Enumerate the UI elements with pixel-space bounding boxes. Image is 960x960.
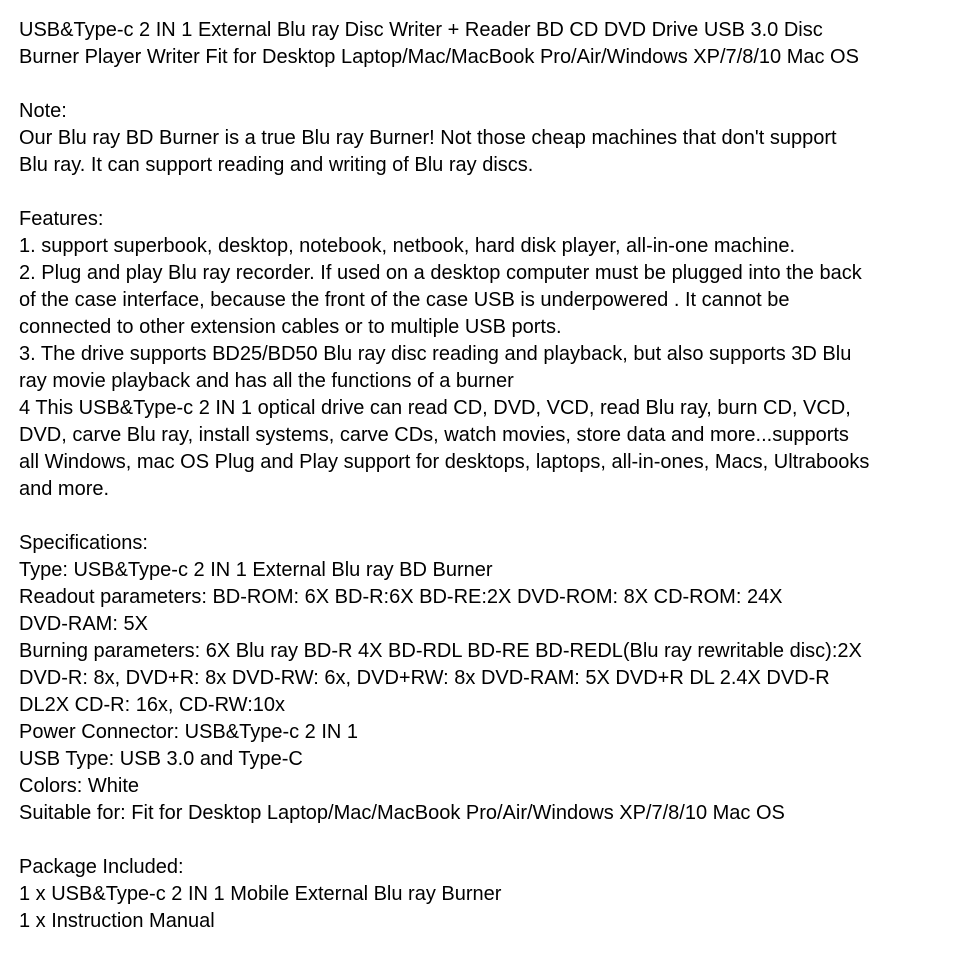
product-title (19, 17, 940, 71)
features-section (19, 206, 940, 503)
package-heading: Package Included: (19, 856, 184, 878)
package-line: 1 x USB&Type-c 2 IN 1 Mobile External Blu ray Burner (19, 883, 502, 905)
package-section (19, 854, 940, 935)
feature-line: 1. support superbook, desktop, notebook, netbook, hard disk player, all-in-one machine. (19, 235, 796, 257)
feature-line: all Windows, mac OS Plug and Play support for desktops, laptops, all-in-ones, Macs, Ultrabooks (19, 451, 870, 473)
note-line: Our Blu ray BD Burner is a true Blu ray Burner! Not those cheap machines that don't support (19, 127, 837, 149)
package-line: 1 x Instruction Manual (19, 910, 215, 932)
section-spacer (19, 827, 940, 854)
section-spacer (19, 71, 940, 98)
note-line: Blu ray. It can support reading and writing of Blu ray discs. (19, 154, 534, 176)
note-section (19, 98, 940, 179)
feature-line: 2. Plug and play Blu ray recorder. If used on a desktop computer must be plugged into the back (19, 262, 862, 284)
spec-line: Type: USB&Type-c 2 IN 1 External Blu ray BD Burner (19, 559, 493, 581)
spec-line: Power Connector: USB&Type-c 2 IN 1 (19, 721, 359, 743)
feature-line: and more. (19, 478, 110, 500)
spec-line: DL2X CD-R: 16x, CD-RW:10x (19, 694, 285, 716)
spec-line: Readout parameters: BD-ROM: 6X BD-R:6X BD-RE:2X DVD-ROM: 8X CD-ROM: 24X (19, 586, 783, 608)
spec-line: Burning parameters: 6X Blu ray BD-R 4X BD-RDL BD-RE BD-REDL(Blu ray rewritable disc):2X (19, 640, 862, 662)
section-spacer (19, 179, 940, 206)
feature-line: DVD, carve Blu ray, install systems, carve CDs, watch movies, store data and more...supports (19, 424, 849, 446)
feature-line: ray movie playback and has all the functions of a burner (19, 370, 514, 392)
title-line: Burner Player Writer Fit for Desktop Laptop/Mac/MacBook Pro/Air/Windows XP/7/8/10 Mac OS (19, 46, 859, 68)
feature-line: 3. The drive supports BD25/BD50 Blu ray disc reading and playback, but also supports 3D Blu (19, 343, 852, 365)
spec-line: Colors: White (19, 775, 140, 797)
section-spacer (19, 503, 940, 530)
features-heading: Features: (19, 208, 104, 230)
specifications-heading: Specifications: (19, 532, 148, 554)
feature-line: 4 This USB&Type-c 2 IN 1 optical drive can read CD, DVD, VCD, read Blu ray, burn CD, VCD, (19, 397, 851, 419)
specifications-section (19, 530, 940, 827)
title-line: USB&Type-c 2 IN 1 External Blu ray Disc Writer + Reader BD CD DVD Drive USB 3.0 Disc (19, 19, 823, 41)
note-heading: Note: (19, 100, 67, 122)
spec-line: DVD-RAM: 5X (19, 613, 148, 635)
feature-line: connected to other extension cables or to multiple USB ports. (19, 316, 562, 338)
spec-line: DVD-R: 8x, DVD+R: 8x DVD-RW: 6x, DVD+RW: 8x DVD-RAM: 5X DVD+R DL 2.4X DVD-R (19, 667, 830, 689)
spec-line: USB Type: USB 3.0 and Type-C (19, 748, 303, 770)
spec-line: Suitable for: Fit for Desktop Laptop/Mac/MacBook Pro/Air/Windows XP/7/8/10 Mac OS (19, 802, 785, 824)
feature-line: of the case interface, because the front of the case USB is underpowered . It cannot be (19, 289, 790, 311)
